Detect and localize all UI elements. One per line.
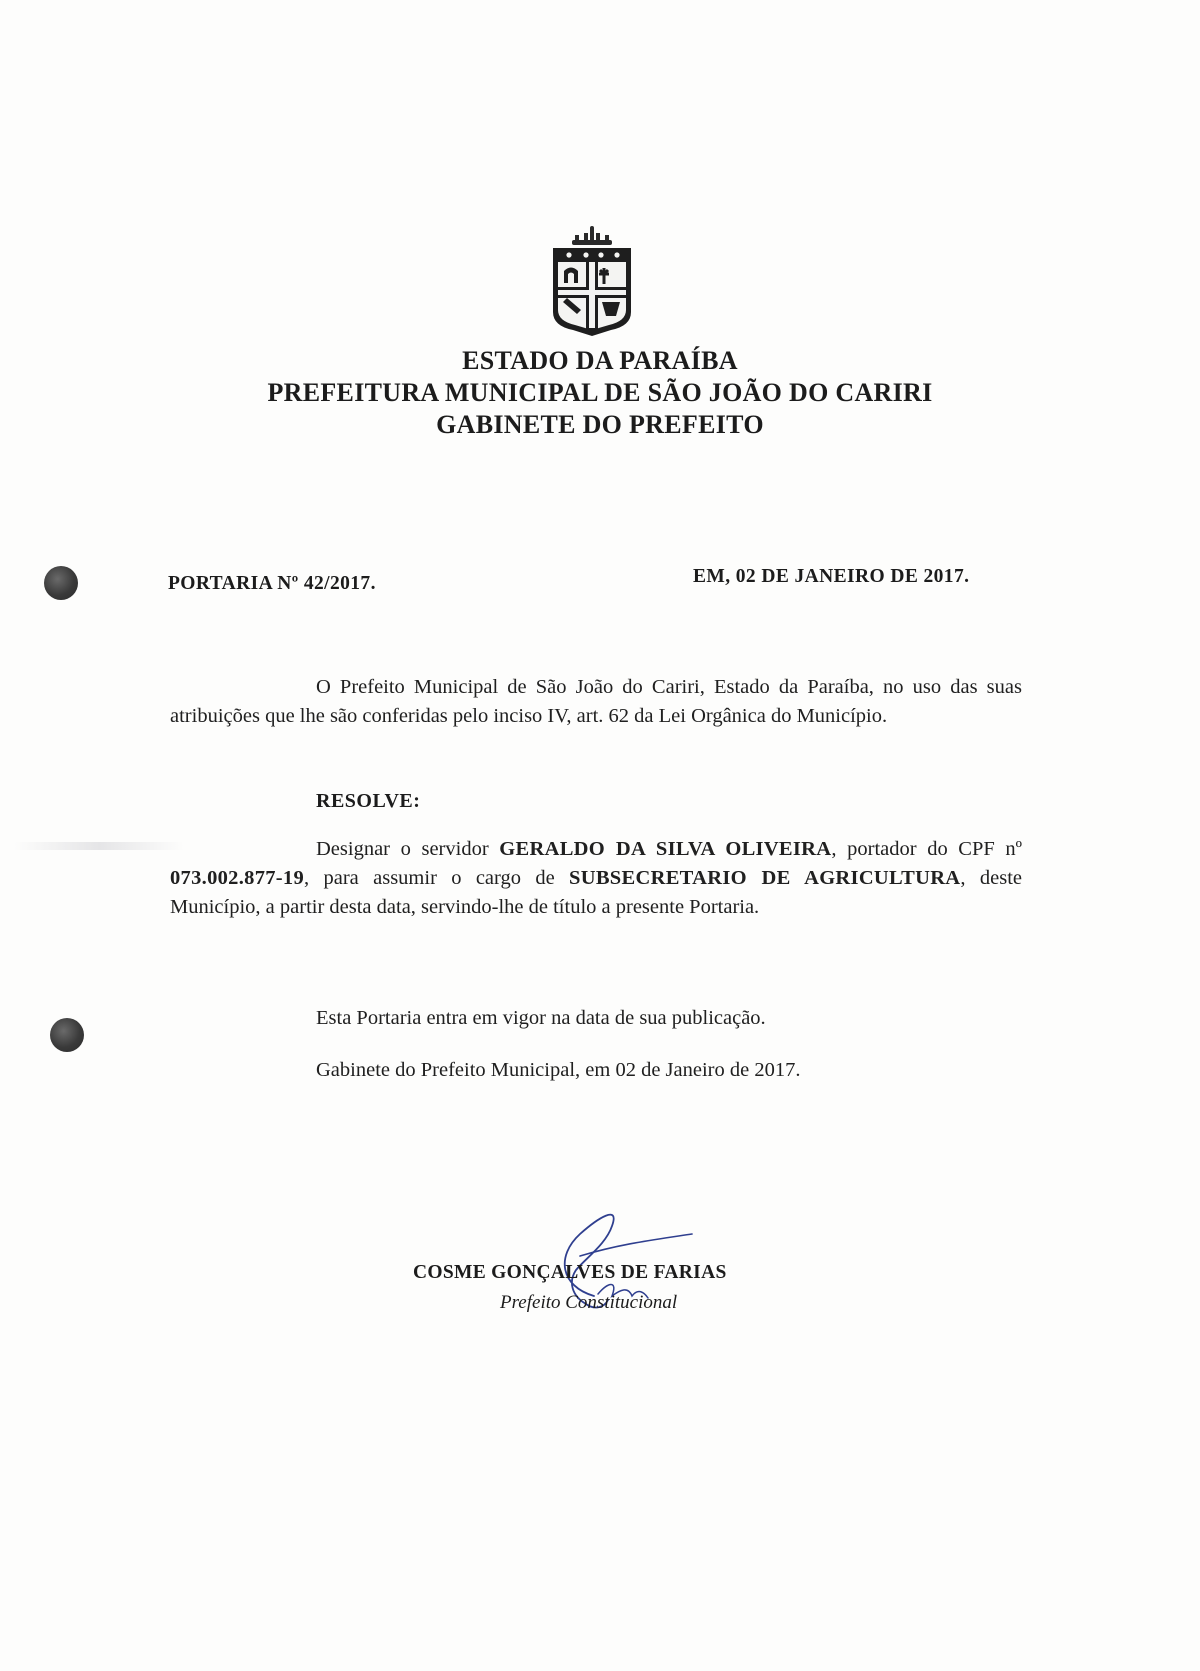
portaria-number: PORTARIA Nº 42/2017. bbox=[168, 573, 376, 594]
punch-hole bbox=[44, 566, 78, 600]
office-name: GABINETE DO PREFEITO bbox=[436, 410, 764, 439]
punch-hole bbox=[50, 1018, 84, 1052]
scan-artifact bbox=[14, 842, 184, 850]
servant-name: GERALDO DA SILVA OLIVEIRA bbox=[499, 838, 832, 860]
state-name: ESTADO DA PARAÍBA bbox=[462, 346, 738, 375]
municipality-name: PREFEITURA MUNICIPAL DE SÃO JOÃO DO CARIRI bbox=[267, 378, 933, 407]
designation-text: , portador do CPF nº bbox=[831, 838, 1023, 860]
coat-of-arms-icon bbox=[549, 226, 635, 338]
cpf-number: 073.002.877-19 bbox=[170, 867, 305, 889]
designation-text: Designar o servidor bbox=[316, 838, 500, 860]
intro-paragraph: O Prefeito Municipal de São João do Cariri, Estado da Paraíba, no uso das suas atribuições que lhe são conferidas pelo inciso IV, art. 62 da Lei Orgânica do Município. bbox=[170, 676, 1022, 727]
designation-text: , para assumir o cargo de bbox=[304, 867, 570, 889]
effective-date-paragraph: Esta Portaria entra em vigor na data de sua publicação. bbox=[316, 1007, 766, 1029]
portaria-date: EM, 02 DE JANEIRO DE 2017. bbox=[693, 566, 970, 587]
letterhead bbox=[0, 345, 1200, 441]
resolve-heading: RESOLVE: bbox=[316, 790, 421, 812]
place-date-paragraph: Gabinete do Prefeito Municipal, em 02 de Janeiro de 2017. bbox=[316, 1059, 801, 1081]
designation-text: , deste Município, a partir desta data, servindo-lhe de título a presente Portaria. bbox=[170, 867, 1022, 918]
position-title: SUBSECRETARIO DE AGRICULTURA bbox=[569, 867, 961, 889]
signatory-role: Prefeito Constitucional bbox=[500, 1292, 678, 1313]
designation-paragraph bbox=[170, 835, 1022, 922]
signatory-name: COSME GONÇALVES DE FARIAS bbox=[413, 1262, 727, 1283]
